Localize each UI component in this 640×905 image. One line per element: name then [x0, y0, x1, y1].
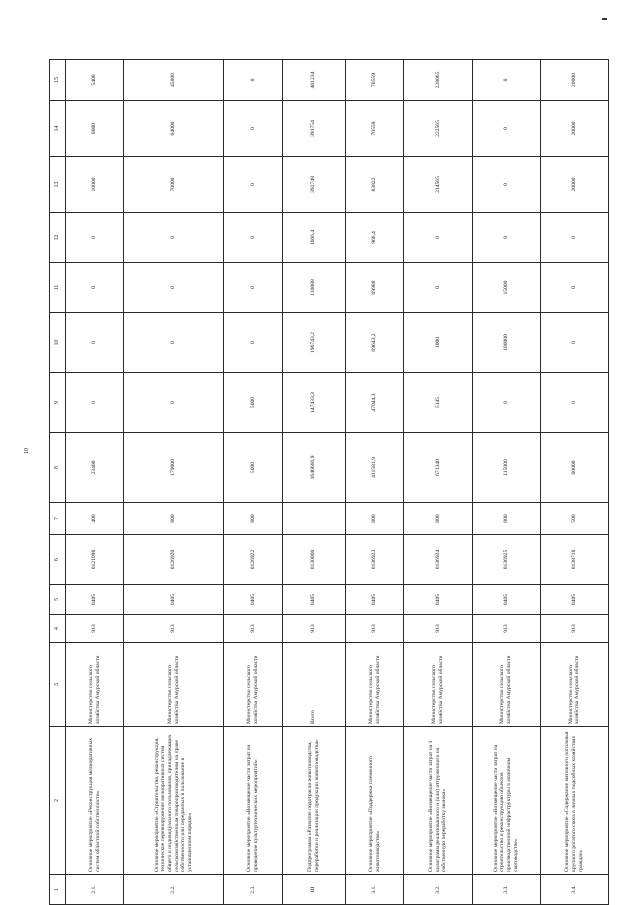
year-2014-cell: 147433,3: [282, 373, 345, 433]
year-2014-cell: 0: [472, 373, 540, 433]
column-number-cell: 15: [50, 60, 66, 101]
measure-name-cell: Основное мероприятие «Реконструкция мелиоративных систем областной собственности»: [65, 727, 123, 875]
year-2014-cell: 0: [65, 373, 123, 433]
target-article-cell: 0138718: [540, 535, 608, 585]
year-2020-cell: 0: [224, 60, 282, 101]
table-row: [282, 60, 345, 905]
budget-table-rotated: [49, 60, 609, 905]
year-2014-cell: 0: [540, 373, 608, 433]
year-2020-cell: 45000: [124, 60, 224, 101]
year-2019-cell: 20000: [540, 101, 608, 157]
year-2015-cell: 1000: [404, 313, 472, 373]
section-code-cell: 0405: [65, 585, 123, 615]
column-number-cell: 4: [50, 615, 66, 643]
row-number-cell: 3.1.: [345, 875, 403, 905]
year-2019-cell: 0: [472, 101, 540, 157]
year-2020-cell: 0: [472, 60, 540, 101]
target-article-cell: 0126920: [124, 535, 224, 585]
year-2020-cell: 20000: [540, 60, 608, 101]
year-2018-cell: 392748: [282, 157, 345, 213]
row-number-cell: 3.3.: [472, 875, 540, 905]
section-code-cell: 0405: [472, 585, 540, 615]
column-number-row: [50, 60, 66, 905]
year-2020-cell: 228065: [404, 60, 472, 101]
column-number-cell: 12: [50, 213, 66, 263]
expense-type-cell: 800: [124, 503, 224, 535]
gov-code-cell: 913: [282, 615, 345, 643]
column-number-cell: 10: [50, 313, 66, 373]
year-2016-cell: 15000: [472, 263, 540, 313]
year-2019-cell: 8000: [65, 101, 123, 157]
year-2016-cell: 69988: [345, 263, 403, 313]
measure-name-cell: Основное мероприятие «Содержание маточного поголовья крупного рогатого скота в личных подсобных хозяйствах граждан»: [540, 727, 608, 875]
target-article-cell: 0136923: [345, 535, 403, 585]
total-cell: 411581,9: [345, 433, 403, 503]
target-article-cell: 0121098: [65, 535, 123, 585]
section-code-cell: 0405: [282, 585, 345, 615]
year-2020-cell: 401234: [282, 60, 345, 101]
year-2017-cell: 966,4: [345, 213, 403, 263]
gov-code-cell: 913: [345, 615, 403, 643]
year-2019-cell: 0: [224, 101, 282, 157]
executor-cell: Министерство сельского хозяйства Амурской области: [224, 643, 282, 727]
measure-name-cell: Основное мероприятие «Возмещение части затрат на строительство и реконструкцию объектов производственной инфраструктуры в молочном скотоводстве»: [472, 727, 540, 875]
year-2015-cell: 0: [540, 313, 608, 373]
column-number-cell: 5: [50, 585, 66, 615]
target-article-cell: 0130000: [282, 535, 345, 585]
year-2015-cell: 0: [224, 313, 282, 373]
year-2015-cell: 0: [124, 313, 224, 373]
table-body: [50, 60, 609, 905]
section-code-cell: 0405: [124, 585, 224, 615]
column-number-cell: 13: [50, 157, 66, 213]
row-number-cell: 3.4.: [540, 875, 608, 905]
year-2017-cell: 0: [404, 213, 472, 263]
gov-code-cell: 913: [124, 615, 224, 643]
budget-table: [49, 59, 609, 905]
total-cell: 60000: [540, 433, 608, 503]
year-2017-cell: 1666,4: [282, 213, 345, 263]
page-number: 10: [24, 448, 30, 454]
year-2018-cell: 214565: [404, 157, 472, 213]
total-cell: 1646666,9: [282, 433, 345, 503]
table-row: [472, 60, 540, 905]
executor-cell: Министерство сельского хозяйства Амурской области: [124, 643, 224, 727]
year-2015-cell: 196743,2: [282, 313, 345, 373]
executor-cell: Всего: [282, 643, 345, 727]
year-2018-cell: 83822: [345, 157, 403, 213]
column-number-cell: 8: [50, 433, 66, 503]
table-row: [345, 60, 403, 905]
year-2017-cell: 0: [472, 213, 540, 263]
year-2016-cell: 0: [404, 263, 472, 313]
year-2020-cell: 5400: [65, 60, 123, 101]
executor-cell: Министерство сельского хозяйства Амурской области: [404, 643, 472, 727]
year-2019-cell: 391754: [282, 101, 345, 157]
column-number-cell: 1: [50, 875, 66, 905]
column-number-cell: 7: [50, 503, 66, 535]
year-2014-cell: 5145: [404, 373, 472, 433]
target-article-cell: 0136925: [472, 535, 540, 585]
section-code-cell: 0405: [540, 585, 608, 615]
target-article-cell: 0136924: [404, 535, 472, 585]
expense-type-cell: [282, 503, 345, 535]
column-number-cell: 11: [50, 263, 66, 313]
measure-name-cell: Подпрограмма «Развитие подотрасли животноводства, переработки и реализации продукции животноводства»: [282, 727, 345, 875]
year-2016-cell: 0: [65, 263, 123, 313]
gov-code-cell: 913: [65, 615, 123, 643]
column-number-cell: 9: [50, 373, 66, 433]
expense-type-cell: 500: [540, 503, 608, 535]
row-number-cell: 3.2.: [404, 875, 472, 905]
expense-type-cell: 400: [65, 503, 123, 535]
section-code-cell: 0405: [404, 585, 472, 615]
table-row: [540, 60, 608, 905]
row-number-cell: 2.3.: [224, 875, 282, 905]
table-row: [124, 60, 224, 905]
year-2018-cell: 0: [224, 157, 282, 213]
scan-mark: [602, 18, 607, 20]
year-2017-cell: 0: [224, 213, 282, 263]
year-2017-cell: 0: [540, 213, 608, 263]
total-cell: 115000: [472, 433, 540, 503]
year-2014-cell: 5000: [224, 373, 282, 433]
year-2019-cell: 64000: [124, 101, 224, 157]
measure-name-cell: Основное мероприятие «Возмещение части затрат на 1 килограмм реализованного и (или) отгруженного на собственную переработку молока»: [404, 727, 472, 875]
expense-type-cell: 800: [404, 503, 472, 535]
year-2015-cell: 100000: [472, 313, 540, 373]
gov-code-cell: 913: [404, 615, 472, 643]
year-2016-cell: 110088: [282, 263, 345, 313]
year-2018-cell: 70000: [124, 157, 224, 213]
expense-type-cell: 800: [472, 503, 540, 535]
year-2018-cell: 20000: [540, 157, 608, 213]
gov-code-cell: 913: [224, 615, 282, 643]
executor-cell: Министерство сельского хозяйства Амурской области: [345, 643, 403, 727]
expense-type-cell: 800: [345, 503, 403, 535]
column-number-cell: 6: [50, 535, 66, 585]
gov-code-cell: 913: [540, 615, 608, 643]
table-row: [224, 60, 282, 905]
executor-cell: Министерство сельского хозяйства Амурской области: [65, 643, 123, 727]
column-number-cell: 2: [50, 727, 66, 875]
measure-name-cell: Основное мероприятие «Возмещение части затрат на проведение культуртехнических мероприятий»: [224, 727, 282, 875]
year-2016-cell: 0: [224, 263, 282, 313]
total-cell: 5000: [224, 433, 282, 503]
row-number-cell: 2.2.: [124, 875, 224, 905]
year-2014-cell: 0: [124, 373, 224, 433]
year-2016-cell: 0: [540, 263, 608, 313]
executor-cell: Министерство сельского хозяйства Амурской области: [540, 643, 608, 727]
table-row: [404, 60, 472, 905]
measure-name-cell: Основное мероприятие «Поддержка племенного животноводства»: [345, 727, 403, 875]
year-2018-cell: 10000: [65, 157, 123, 213]
section-code-cell: 0405: [345, 585, 403, 615]
executor-cell: Министерство сельского хозяйства Амурской области: [472, 643, 540, 727]
measure-name-cell: Основное мероприятие «Строительство, реконструкция, техническое перевооружение мелиоративных систем общего и индивидуального пользования, принадлежащих сельскохозяйственным товаропроизводителям на праве собственности или переданных в пользование в установленном порядке»: [124, 727, 224, 875]
column-number-cell: 14: [50, 101, 66, 157]
total-cell: 23400: [65, 433, 123, 503]
year-2020-cell: 70559: [345, 60, 403, 101]
year-2014-cell: 47044,3: [345, 373, 403, 433]
year-2016-cell: 0: [124, 263, 224, 313]
row-number-cell: 2.1.: [65, 875, 123, 905]
gov-code-cell: 913: [472, 615, 540, 643]
total-cell: 671340: [404, 433, 472, 503]
year-2017-cell: 0: [124, 213, 224, 263]
year-2019-cell: 222565: [404, 101, 472, 157]
year-2015-cell: 69643,2: [345, 313, 403, 373]
table-row: [65, 60, 123, 905]
year-2018-cell: 0: [472, 157, 540, 213]
year-2015-cell: 0: [65, 313, 123, 373]
target-article-cell: 0126922: [224, 535, 282, 585]
total-cell: 179000: [124, 433, 224, 503]
year-2017-cell: 0: [65, 213, 123, 263]
expense-type-cell: 800: [224, 503, 282, 535]
column-number-cell: 3: [50, 643, 66, 727]
section-code-cell: 0405: [224, 585, 282, 615]
row-number-cell: III: [282, 875, 345, 905]
year-2019-cell: 70559: [345, 101, 403, 157]
